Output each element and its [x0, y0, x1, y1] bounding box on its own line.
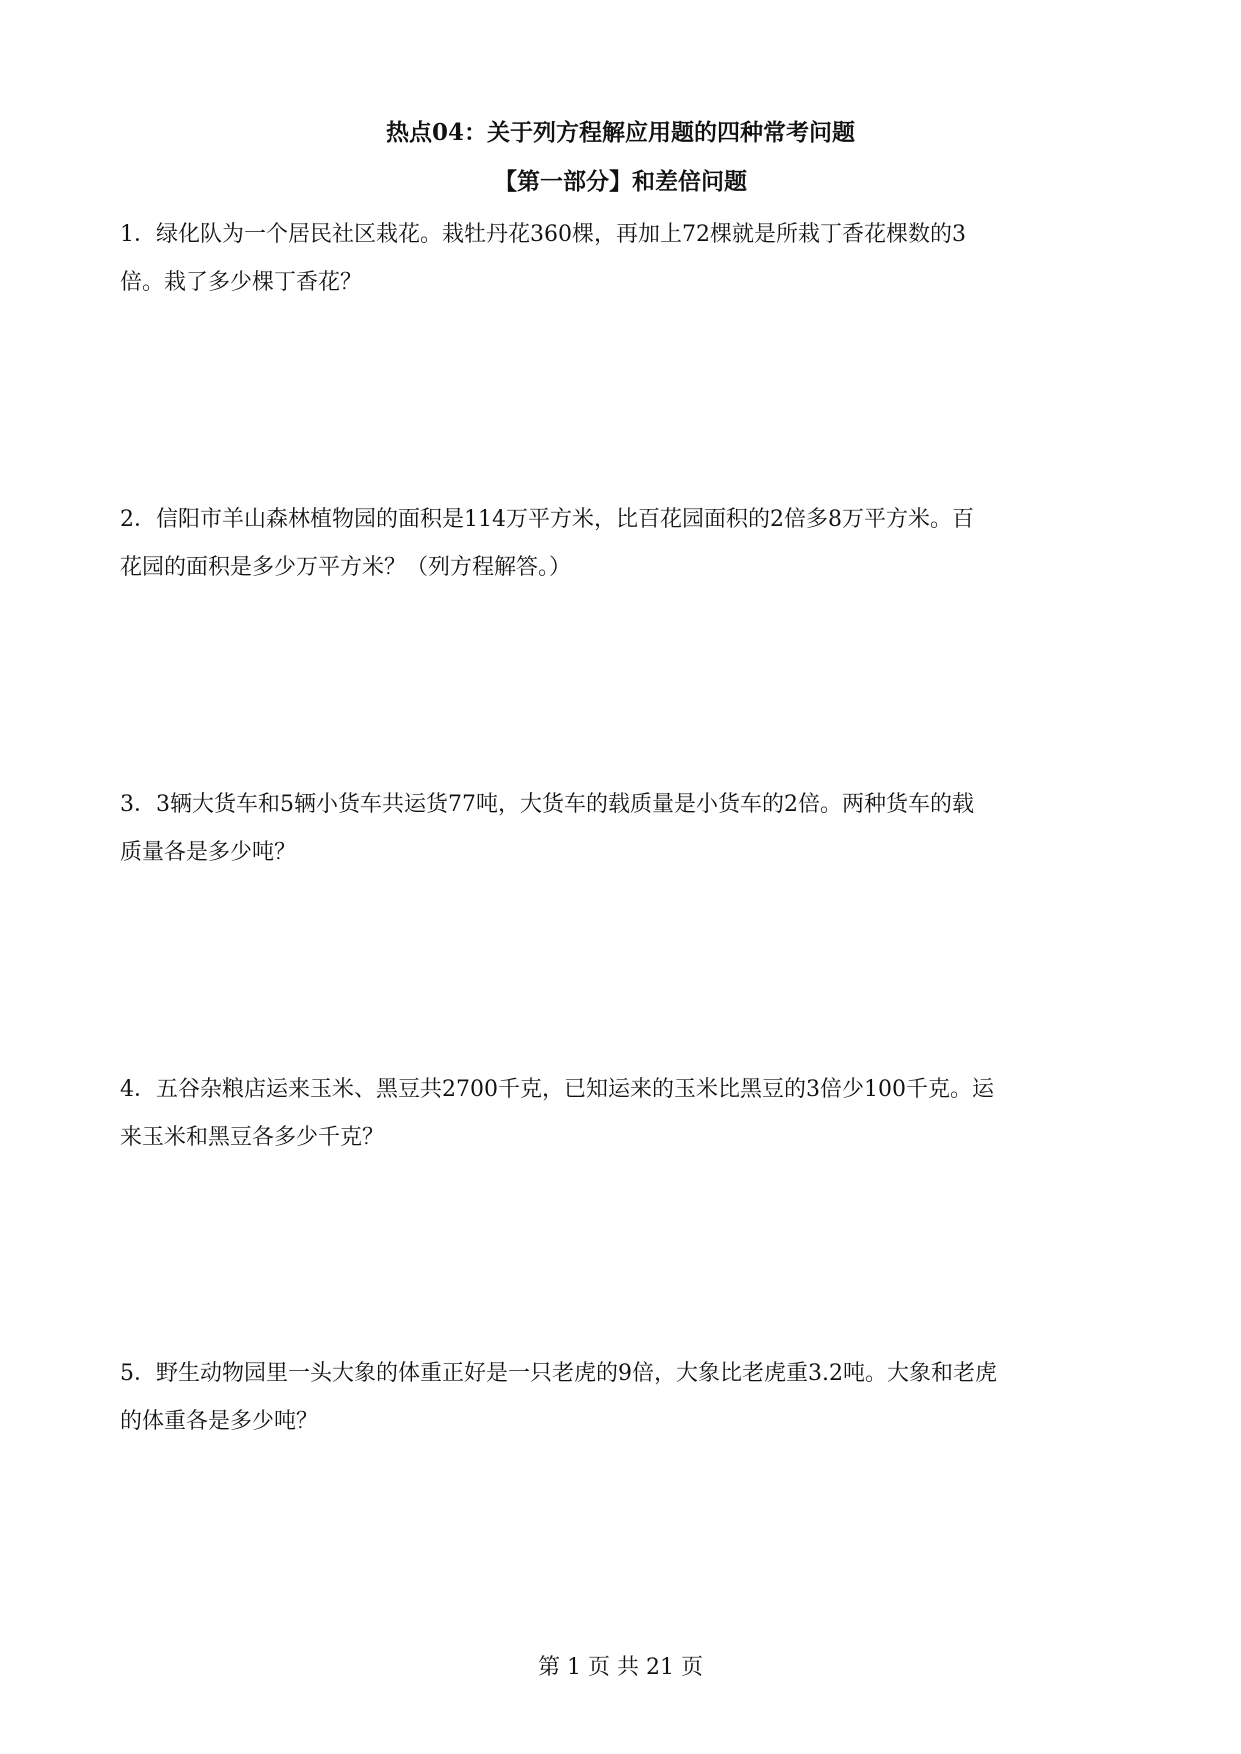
question-3-line-1: 3．3辆大货车和5辆小货车共运货77吨，大货车的载质量是小货车的2倍。两种货车的载: [120, 792, 974, 817]
question-2: [120, 496, 1125, 592]
question-4-line-1: 4．五谷杂粮店运来玉米、黑豆共2700千克，已知运来的玉米比黑豆的3倍少100千克。运: [120, 1077, 994, 1102]
question-2-line-1: 2．信阳市羊山森林植物园的面积是114万平方米，比百花园面积的2倍多8万平方米。百: [120, 507, 974, 532]
question-3-line-2: 质量各是多少吨？: [120, 840, 297, 865]
page-number-footer: 第 1 页 共 21 页: [538, 1655, 703, 1680]
question-3: [120, 781, 1125, 877]
question-5: [120, 1350, 1125, 1446]
question-1-line-2: 倍。栽了多少棵丁香花？: [120, 270, 363, 295]
question-1-line-1: 1．绿化队为一个居民社区栽花。栽牡丹花360棵，再加上72棵就是所栽丁香花棵数的3: [120, 222, 966, 247]
question-1: [120, 211, 1125, 307]
question-4: [120, 1066, 1125, 1162]
question-2-line-2: 花园的面积是多少万平方米？（列方程解答。）: [120, 555, 572, 580]
section-title: 【第一部分】和差倍问题: [494, 168, 747, 195]
question-5-line-2: 的体重各是多少吨？: [120, 1409, 319, 1434]
question-5-line-1: 5．野生动物园里一头大象的体重正好是一只老虎的9倍，大象比老虎重3.2吨。大象和老虎: [120, 1361, 997, 1386]
document-title: 热点04：关于列方程解应用题的四种常考问题: [385, 119, 855, 146]
question-4-line-2: 来玉米和黑豆各多少千克？: [120, 1125, 385, 1150]
